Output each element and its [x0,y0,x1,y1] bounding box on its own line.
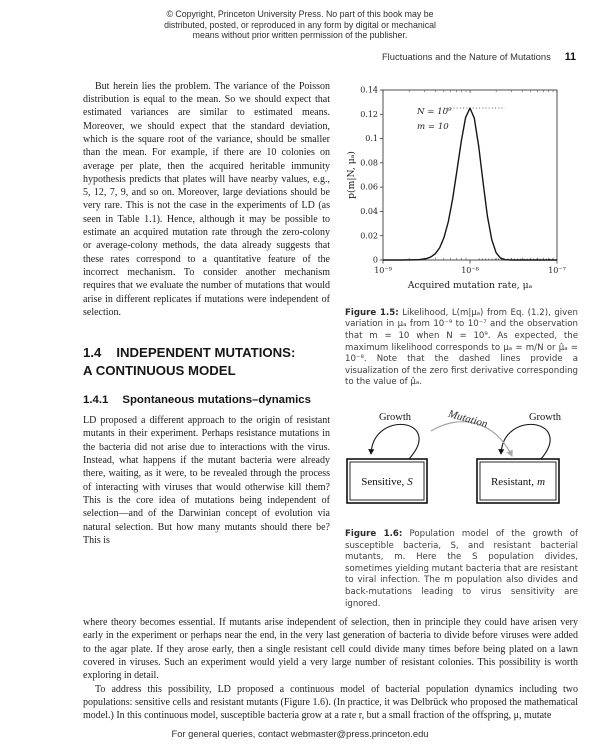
subsection-title: Spontaneous mutations–dynamics [122,394,311,407]
y-tick-label: 0.12 [360,109,378,119]
resistant-box-label: Resistant, m [490,475,546,488]
running-title: Fluctuations and the Nature of Mutations [381,50,551,62]
population-model-diagram [345,409,578,515]
x-tick-label: 10⁻⁷ [548,265,566,275]
subsection-heading [83,393,330,407]
figure-1-6-caption-label: Figure 1.6: [345,528,403,539]
section-title-line2: A CONTINUOUS MODEL [83,362,236,378]
copyright-notice [0,0,600,41]
copyright-line: distributed, posted, or reproduced in any form by digital or mechanical [164,19,436,30]
y-tick-label: 0.08 [360,158,378,168]
page-number: 11 [564,50,576,63]
figure-1-6-caption-text: Population model of the growth of susceptible bacteria, S, and resistant bacterial mutants, m. Here the S population divides, sometimes yielding mutant bacteria that are resistant to viral infection. The m population also divides and back-mutations leading to virus sensitivity are ignored. [345,528,579,609]
sensitive-box-label: Sensitive, S [361,475,413,488]
copyright-line: means without prior written permission of the publisher. [192,30,408,41]
growth-label-right: Growth [528,411,562,423]
chart-annotation: m = 10 [417,121,449,132]
x-tick-label: 10⁻⁹ [374,265,392,275]
subsection-number: 1.4.1 [83,394,109,407]
y-tick-label: 0.02 [360,231,378,241]
y-tick-label: 0 [372,255,378,265]
mutation-arrow [431,422,512,456]
figure-column [345,80,578,610]
y-tick-label: 0.04 [360,206,378,216]
full-width-content [83,616,578,722]
figure-1-5-caption-text: Likelihood, L(m|μₐ) from Eq. (1.2), given variation in μₐ from 10⁻⁹ to 10⁻⁷ and the observation that m = 10 when N = 10⁹. As expected, the maximum likelihood corresponds to μₐ = m/N or μ̂ₐ = 10⁻⁸. Note that the dashed lines provide a visualization of the zero first derivative corresponding to the value of μ̂ₐ. [345,307,579,388]
figure-1-5-caption-label: Figure 1.5: [345,307,399,318]
figure-1-6-caption [345,529,578,610]
likelihood-curve [383,108,557,260]
likelihood-chart [345,80,578,294]
section-heading [83,344,330,379]
two-column-content [83,80,578,610]
section-title-line1: INDEPENDENT MUTATIONS: [116,345,296,361]
growth-label-left: Growth [378,411,412,423]
chart-annotation: N = 10⁹ [417,106,452,117]
growth-loop-arrow-left [371,424,419,459]
paragraph: To address this possibility, LD proposed a continuous model of bacterial population dynamics including two populations: sensitive cells and resistant mutants (Figure 1.6). (In practice, it was Delbrück who proposed the mathematical model.) In this continuous model, susceptible bacteria grow at a rate r, but a small fraction of the offspring, μ, mutate [83,683,578,722]
section-number: 1.4 [83,345,102,361]
y-axis-label: p(m|N, μₐ) [346,150,357,199]
copyright-line: © Copyright, Princeton University Press. No part of this book may be [166,9,434,19]
figure-1-6 [345,409,578,610]
paragraph: But herein lies the problem. The variance of the Poisson distribution is equal to the mean. So we should expect that estimated variances are similar to estimated means. Moreover, we should expect that the standard deviation, which is the square root of the variance, should be smaller than the mean. For example, if there are 10 colonies on average per plate, then the acquired heritable immunity hypothesis predicts that plates will have nearby values, e.g., 5, 12, 7, 9, and so on. Moreover, large deviations should be very rare. This is not the case in the experiments of LD (as seen in Table 1.1). Hence, although it may be possible to estimate an acquired mutation rate through the zero-colony or average-colony methods, the data already suggests that these rates correspond to a quantitative feature of the incorrect mechanism. To consider another mechanism requires that we evaluate the number of mutations that would arise in different replicates if mutations were independent of selection. [83,80,330,318]
mutation-label: Mutation [446,408,489,431]
x-tick-label: 10⁻⁸ [461,265,479,275]
y-tick-label: 0.14 [360,85,378,95]
figure-1-5 [345,80,578,389]
chart-frame [383,90,557,260]
paragraph: LD proposed a different approach to the origin of resistant mutants in their experiment. Perhaps resistance mutations in the bacteria did not arise due to interactions with the virus. Instead, what happens if the mutant bacteria were already there, waiting, as it were, to be revealed through the process of interacting with viruses that would otherwise kill them? This is the core idea of mutations being independent of selection—and of the Darwinian concept of evolution via natural selection. But how many mutants should there be? This is [83,415,330,546]
growth-loop-arrow-right [501,424,550,459]
figure-1-5-caption [345,308,578,389]
text-column [83,80,330,610]
footer-queries-note: For general queries, contact webmaster@press.princeton.edu [171,728,429,739]
paragraph: where theory becomes essential. If mutants arise independent of selection, then in principle they could have arisen very early in the experiment or perhaps near the end, in the very last generation of bacteria to divide before viruses were added to the agar plate. If they arose early, then a single resistant cell could divide many times before being plated on a lawn covered in viruses. Such an experiment would yield a very large number of resistant colonies. This possibility is worth exploring in detail. [83,617,578,682]
y-tick-label: 0.06 [360,182,378,192]
running-head [0,51,576,63]
x-axis-label: Acquired mutation rate, μₐ [407,279,533,291]
y-tick-label: 0.1 [365,133,378,143]
